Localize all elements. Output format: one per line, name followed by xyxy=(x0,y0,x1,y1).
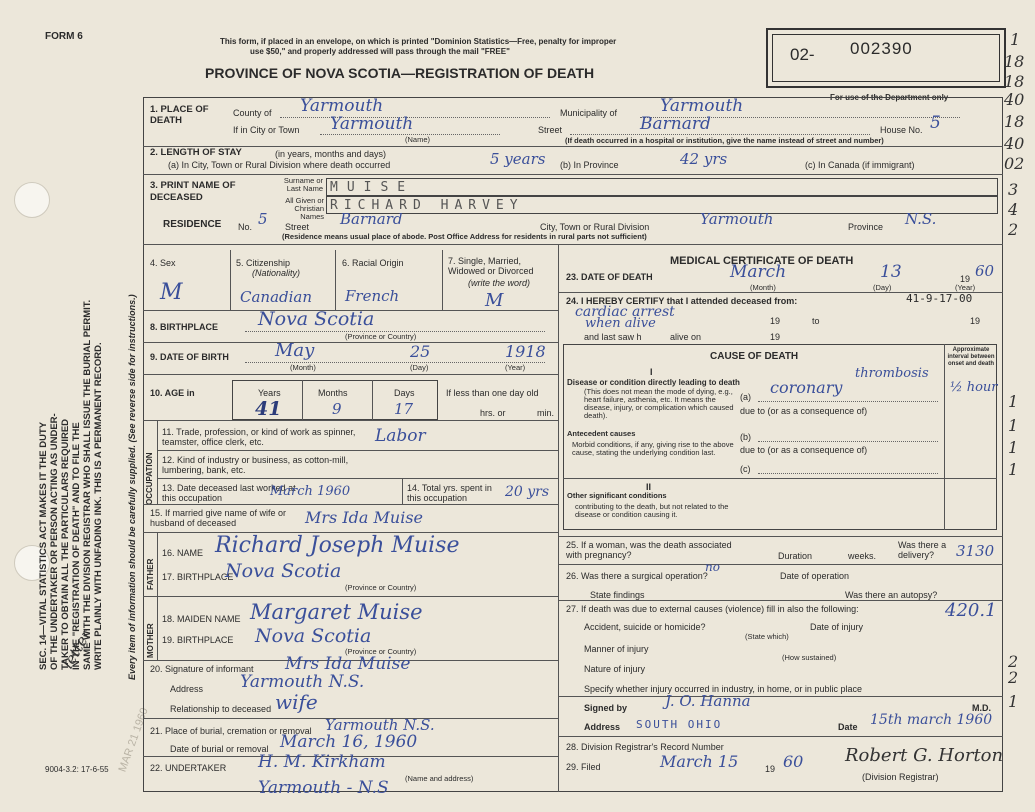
undertaker-sub: (Name and address) xyxy=(405,774,474,783)
res-no-value: 5 xyxy=(258,210,268,228)
margin-code: 18 xyxy=(1004,52,1025,71)
citizenship-label: 5. Citizenship xyxy=(236,258,291,268)
wife-label: 15. If married give name of wife or husband of deceased xyxy=(150,508,287,528)
certify-date: 41-9-17-00 xyxy=(906,292,973,305)
industry-label: 12. Kind of industry or business, as cotton-mill, lumbering, bank, etc. xyxy=(162,455,349,475)
stay-province-value: 42 yrs xyxy=(680,150,728,168)
inf-address-value: Yarmouth N.S. xyxy=(240,672,365,692)
marital-value: M xyxy=(485,290,504,311)
date-injury-label: Date of injury xyxy=(810,622,864,632)
how-sustained: (How sustained) xyxy=(782,653,837,662)
death-month: March xyxy=(730,262,787,282)
interval-label: Approximate interval between onset and death xyxy=(947,347,995,367)
city-value: Yarmouth xyxy=(330,114,414,134)
date-label: Date xyxy=(838,722,858,732)
citizenship-value: Canadian xyxy=(240,288,313,306)
date-death-label: 23. DATE OF DEATH xyxy=(566,272,653,282)
cause-a2-value: thrombosis xyxy=(855,366,929,381)
undertaker-label: 22. UNDERTAKER xyxy=(150,763,227,773)
inf-address-label: Address xyxy=(170,684,204,694)
occupation-side-label: OCCUPATION xyxy=(145,452,154,505)
mother-side-label: MOTHER xyxy=(146,623,155,658)
burial-date-label: Date of burial or removal xyxy=(170,744,269,754)
cause-b-label: (b) xyxy=(740,432,751,442)
given-label: All Given or Christian Names xyxy=(285,196,324,221)
margin-code: 1 xyxy=(1008,692,1019,711)
father-name-value: Richard Joseph Muise xyxy=(215,533,460,558)
manner-label: Manner of injury xyxy=(584,644,649,654)
res-province-label: Province xyxy=(848,222,884,232)
registration-box xyxy=(766,28,1006,88)
hrs-label: hrs. or xyxy=(480,408,506,418)
specify-label: Specify whether injury occurred in industry, in home, or in public place xyxy=(584,684,862,694)
form-title: PROVINCE OF NOVA SCOTIA—REGISTRATION OF DEATH xyxy=(205,65,595,81)
street-label: Street xyxy=(538,125,563,135)
father-side-label: FATHER xyxy=(146,558,155,590)
death-day-sub: (Day) xyxy=(873,283,892,292)
municipality-value: Yarmouth xyxy=(660,96,744,116)
maiden-value: Margaret Muise xyxy=(250,600,423,624)
county-value: Yarmouth xyxy=(300,96,384,116)
maiden-label: 18. MAIDEN NAME xyxy=(162,614,241,624)
last-saw-label: and last saw h xyxy=(584,332,642,342)
notice-line-5: SAME WITH THE DIVISION REGISTRAR WHO SHALL ISSUE THE BURIAL PERMIT. xyxy=(82,299,93,670)
death-day: 13 xyxy=(880,262,902,282)
filed-label: 29. Filed xyxy=(566,762,601,772)
notice-line-4: IN THE "REGISTRATION OF DEATH" AND TO FILE THE xyxy=(71,422,82,670)
bp-sub: (Province or Country) xyxy=(345,332,417,341)
form-code: 9004-3.2: 17-6-55 xyxy=(45,765,109,774)
father-name-label: 16. NAME xyxy=(162,548,204,558)
notice-line-6: WRITE PLAINLY WITH UNFADING INK. THIS IS A PERMANENT RECORD. xyxy=(93,342,104,670)
surgical-label: 26. Was there a surgical operation? xyxy=(566,571,708,581)
form-label: FORM 6 xyxy=(45,31,83,42)
father-bp-label: 17. BIRTHPLACE xyxy=(162,572,234,582)
total-yrs-value: 20 yrs xyxy=(505,484,550,500)
certify-19b: 19 xyxy=(970,316,981,326)
header-note-1: This form, if placed in an envelope, on which is printed "Dominion Statistics—Free, penalty for improper xyxy=(220,37,617,46)
signed-by-value: J. O. Hanna xyxy=(665,692,751,710)
death-month-sub: (Month) xyxy=(750,283,776,292)
due-to-b: due to (or as a consequence of) xyxy=(740,445,868,455)
other-note: contributing to the death, but not related to the disease or condition causing it. xyxy=(575,502,729,519)
date-last-label: 13. Date deceased last worked at this occupation xyxy=(162,483,296,503)
filed-date: March 15 xyxy=(660,752,739,771)
margin-code: 1 xyxy=(1008,438,1019,457)
print-name-label: 3. PRINT NAME OF DECEASED xyxy=(150,180,236,203)
woman-label: 25. If a woman, was the death associated with pregnancy? xyxy=(566,540,732,560)
res-city-label: City, Town or Rural Division xyxy=(540,222,650,232)
weeks-label: weeks. xyxy=(848,551,877,561)
state-findings-label: State findings xyxy=(590,590,645,600)
place-of-death-label: 1. PLACE OF DEATH xyxy=(150,104,209,126)
name-sub: (Name) xyxy=(405,135,431,144)
interval-a-value: ½ hour xyxy=(950,380,998,395)
undertaker-addr: Yarmouth - N.S xyxy=(258,778,389,798)
wife-value: Mrs Ida Muise xyxy=(305,508,423,527)
certify-19: 19 xyxy=(770,316,781,326)
signed-by-label: Signed by xyxy=(584,703,628,713)
roman-2: II xyxy=(646,482,652,492)
res-street-value: Barnard xyxy=(340,210,403,228)
mother-bp-label: 19. BIRTHPLACE xyxy=(162,635,234,645)
med-address-value: SOUTH OHIO xyxy=(636,718,723,731)
margin-stamp: letter xyxy=(58,626,96,672)
nature-label: Nature of injury xyxy=(584,664,646,674)
min-label: min. xyxy=(537,408,555,418)
div-record-label: 28. Division Registrar's Record Number xyxy=(566,742,724,752)
relationship-label: Relationship to deceased xyxy=(170,704,272,714)
sex-label: 4. Sex xyxy=(150,258,176,268)
accident-label: Accident, suicide or homicide? xyxy=(584,622,706,632)
margin-code: 18 xyxy=(1004,72,1025,91)
certify-label: 24. I HEREBY CERTIFY that I attended deceased from: xyxy=(566,296,798,306)
father-bp-value: Nova Scotia xyxy=(225,560,342,582)
burial-date-value: March 16, 1960 xyxy=(280,732,418,752)
alive-on-label: alive on xyxy=(670,332,702,342)
notice-line-2: OF THE UNDERTAKER OR PERSON ACTING AS UNDER- xyxy=(49,413,60,670)
city-label: If in City or Town xyxy=(233,125,300,135)
disease-directly: Disease or condition directly leading to death xyxy=(567,378,740,387)
margin-code: 18 xyxy=(1004,112,1025,131)
informant-value: Mrs Ida Muise xyxy=(285,654,411,674)
other-sig-label: Other significant conditions xyxy=(567,491,667,500)
age-months: 9 xyxy=(332,400,342,418)
racial-label: 6. Racial Origin xyxy=(342,258,404,268)
burial-place-value: Yarmouth N.S. xyxy=(325,716,435,734)
dob-month-sub: (Month) xyxy=(290,363,316,372)
external-label: 27. If death was due to external causes (violence) fill in also the following: xyxy=(566,604,859,614)
surname-value: MUISE xyxy=(330,180,415,195)
street-value: Barnard xyxy=(640,114,711,134)
mother-bp-sub: (Province or Country) xyxy=(345,647,417,656)
years-label: Years xyxy=(258,388,281,398)
autopsy-label: Was there an autopsy? xyxy=(845,590,938,600)
disease-note: (This does not mean the mode of dying, e.g., heart failure, asthenia, etc. It means the disease, injury, or complication which caused death). xyxy=(584,387,734,420)
reg-number: 002390 xyxy=(850,39,913,58)
father-bp-sub: (Province or Country) xyxy=(345,583,417,592)
delivery-label: Was there a delivery? xyxy=(898,540,947,560)
dob-day-sub: (Day) xyxy=(410,363,429,372)
date-op-label: Date of operation xyxy=(780,571,850,581)
marital-label: 7. Single, Married, Widowed or Divorced xyxy=(448,256,534,276)
dob-month: May xyxy=(275,340,315,361)
med-address-label: Address xyxy=(584,722,621,732)
margin-code: 2 xyxy=(1008,220,1019,239)
house-no-label: House No. xyxy=(880,125,923,135)
certify-to: to xyxy=(812,316,820,326)
res-city-value: Yarmouth xyxy=(700,210,774,228)
death-year: 60 xyxy=(975,262,995,280)
racial-value: French xyxy=(345,287,400,305)
left-notice-2: Every item of information should be carefully supplied. (See reverse side for instructions.) xyxy=(127,294,137,680)
filed-19: 19 xyxy=(765,764,776,774)
margin-code: 2 xyxy=(1008,652,1019,671)
margin-code: 1 xyxy=(1010,30,1021,49)
dob-day: 25 xyxy=(410,342,431,361)
dept-use: For use of the Department only xyxy=(830,93,949,102)
delivery-code: 3130 xyxy=(956,542,995,560)
due-to-a: due to (or as a consequence of) xyxy=(740,406,868,416)
age-years: 41 xyxy=(255,398,282,420)
res-province-value: N.S. xyxy=(905,210,937,228)
attended-from: cardiac arrest xyxy=(575,304,675,320)
surname-label: Surname or Last Name xyxy=(283,176,323,193)
birthplace-label: 8. BIRTHPLACE xyxy=(150,322,219,332)
med-cert-title: MEDICAL CERTIFICATE OF DEATH xyxy=(670,255,854,267)
margin-code: 2 xyxy=(1008,668,1019,687)
med-date-value: 15th march 1960 xyxy=(870,712,993,728)
filed-year: 60 xyxy=(783,752,804,771)
trade-label: 11. Trade, profession, or kind of work as spinner, teamster, office clerk, etc. xyxy=(162,427,356,447)
house-no-value: 5 xyxy=(930,113,941,133)
in-city-label: (a) In City, Town or Rural Division where death occurred xyxy=(168,160,391,170)
hospital-note: (If death occurred in a hospital or institution, give the name instead of street and number) xyxy=(565,136,884,145)
relationship-value: wife xyxy=(275,690,318,714)
stay-city-value: 5 years xyxy=(490,150,546,168)
reg-prefix: 02- xyxy=(790,45,815,64)
months-label: Months xyxy=(318,388,348,398)
notice-line-1: SEC. 14—VITAL STATISTICS ACT MAKES IT THE DUTY xyxy=(38,421,49,670)
alive-19: 19 xyxy=(770,332,781,342)
total-yrs-label: 14. Total yrs. spent in this occupation xyxy=(407,483,492,503)
res-no-label: No. xyxy=(238,222,253,232)
cause-a-value: coronary xyxy=(770,378,843,397)
margin-code: 1 xyxy=(1008,460,1019,479)
margin-code: 40 xyxy=(1004,90,1025,109)
trade-value: Labor xyxy=(375,426,426,446)
margin-code: 4 xyxy=(1008,200,1019,219)
length-of-stay-label: 2. LENGTH OF STAY xyxy=(150,147,242,158)
county-label: County of xyxy=(233,108,272,118)
sex-value: M xyxy=(160,280,183,305)
age-label: 10. AGE in xyxy=(150,388,195,398)
in-canada-label: (c) In Canada (if immigrant) xyxy=(805,160,915,170)
dob-year-sub: (Year) xyxy=(505,363,526,372)
in-province-label: (b) In Province xyxy=(560,160,619,170)
informant-label: 20. Signature of informant xyxy=(150,664,254,674)
state-which: (State which) xyxy=(745,632,789,641)
length-sub: (in years, months and days) xyxy=(275,149,387,159)
mother-bp-value: Nova Scotia xyxy=(255,625,372,647)
birthplace-value: Nova Scotia xyxy=(258,308,375,330)
header-note-2: use $50," and properly addressed will pass through the mail "FREE" xyxy=(250,47,510,56)
age-days: 17 xyxy=(394,400,414,418)
margin-code: 02 xyxy=(1004,154,1025,173)
death-year-sub: (Year) xyxy=(955,283,976,292)
date-last-value: March 1960 xyxy=(270,484,351,499)
attended-from-2: when alive xyxy=(585,316,656,331)
code-420: 420.1 xyxy=(945,600,997,621)
death-year-19: 19 xyxy=(960,274,971,284)
cause-c-label: (c) xyxy=(740,464,751,474)
margin-code: 3 xyxy=(1008,180,1019,199)
nationality-label: (Nationality) xyxy=(252,268,301,278)
roman-1: I xyxy=(650,367,653,377)
res-street-label: Street xyxy=(285,222,310,232)
antecedent-label: Antecedent causes xyxy=(567,429,636,438)
md-label: M.D. xyxy=(972,703,991,713)
less-day-label: If less than one day old xyxy=(446,388,539,398)
div-registrar-label: (Division Registrar) xyxy=(862,772,939,782)
notice-line-3: TAKER TO OBTAIN ALL THE PARTICULARS REQUIRED xyxy=(60,418,71,670)
left-notice xyxy=(38,150,104,670)
registrar-signature: Robert G. Horton xyxy=(845,745,1004,766)
cause-a-label: (a) xyxy=(740,392,751,402)
residence-label: RESIDENCE xyxy=(163,219,222,230)
given-value: RICHARD HARVEY xyxy=(330,198,524,213)
days-label: Days xyxy=(394,388,415,398)
surgical-value: no xyxy=(705,560,720,574)
surname-grid xyxy=(326,178,998,196)
undertaker-value: H. M. Kirkham xyxy=(258,752,386,772)
write-word-label: (write the word) xyxy=(468,278,531,288)
municipality-label: Municipality of xyxy=(560,108,618,118)
cause-title: CAUSE OF DEATH xyxy=(710,351,799,362)
duration-label: Duration xyxy=(778,551,813,561)
margin-code: 1 xyxy=(1008,416,1019,435)
margin-code: 1 xyxy=(1008,392,1019,411)
res-note: (Residence means usual place of abode. Post Office Address for residents in rural parts not sufficient) xyxy=(282,232,647,241)
burial-label: 21. Place of burial, cremation or removal xyxy=(150,726,312,736)
antecedent-note: Morbid conditions, if any, giving rise to the above cause, stating the underlying condition last. xyxy=(572,440,734,457)
dob-year: 1918 xyxy=(505,342,546,361)
margin-code: 40 xyxy=(1004,134,1025,153)
faint-date-stamp: MAR 21 1960 xyxy=(116,706,151,774)
dob-label: 9. DATE OF BIRTH xyxy=(150,352,229,362)
